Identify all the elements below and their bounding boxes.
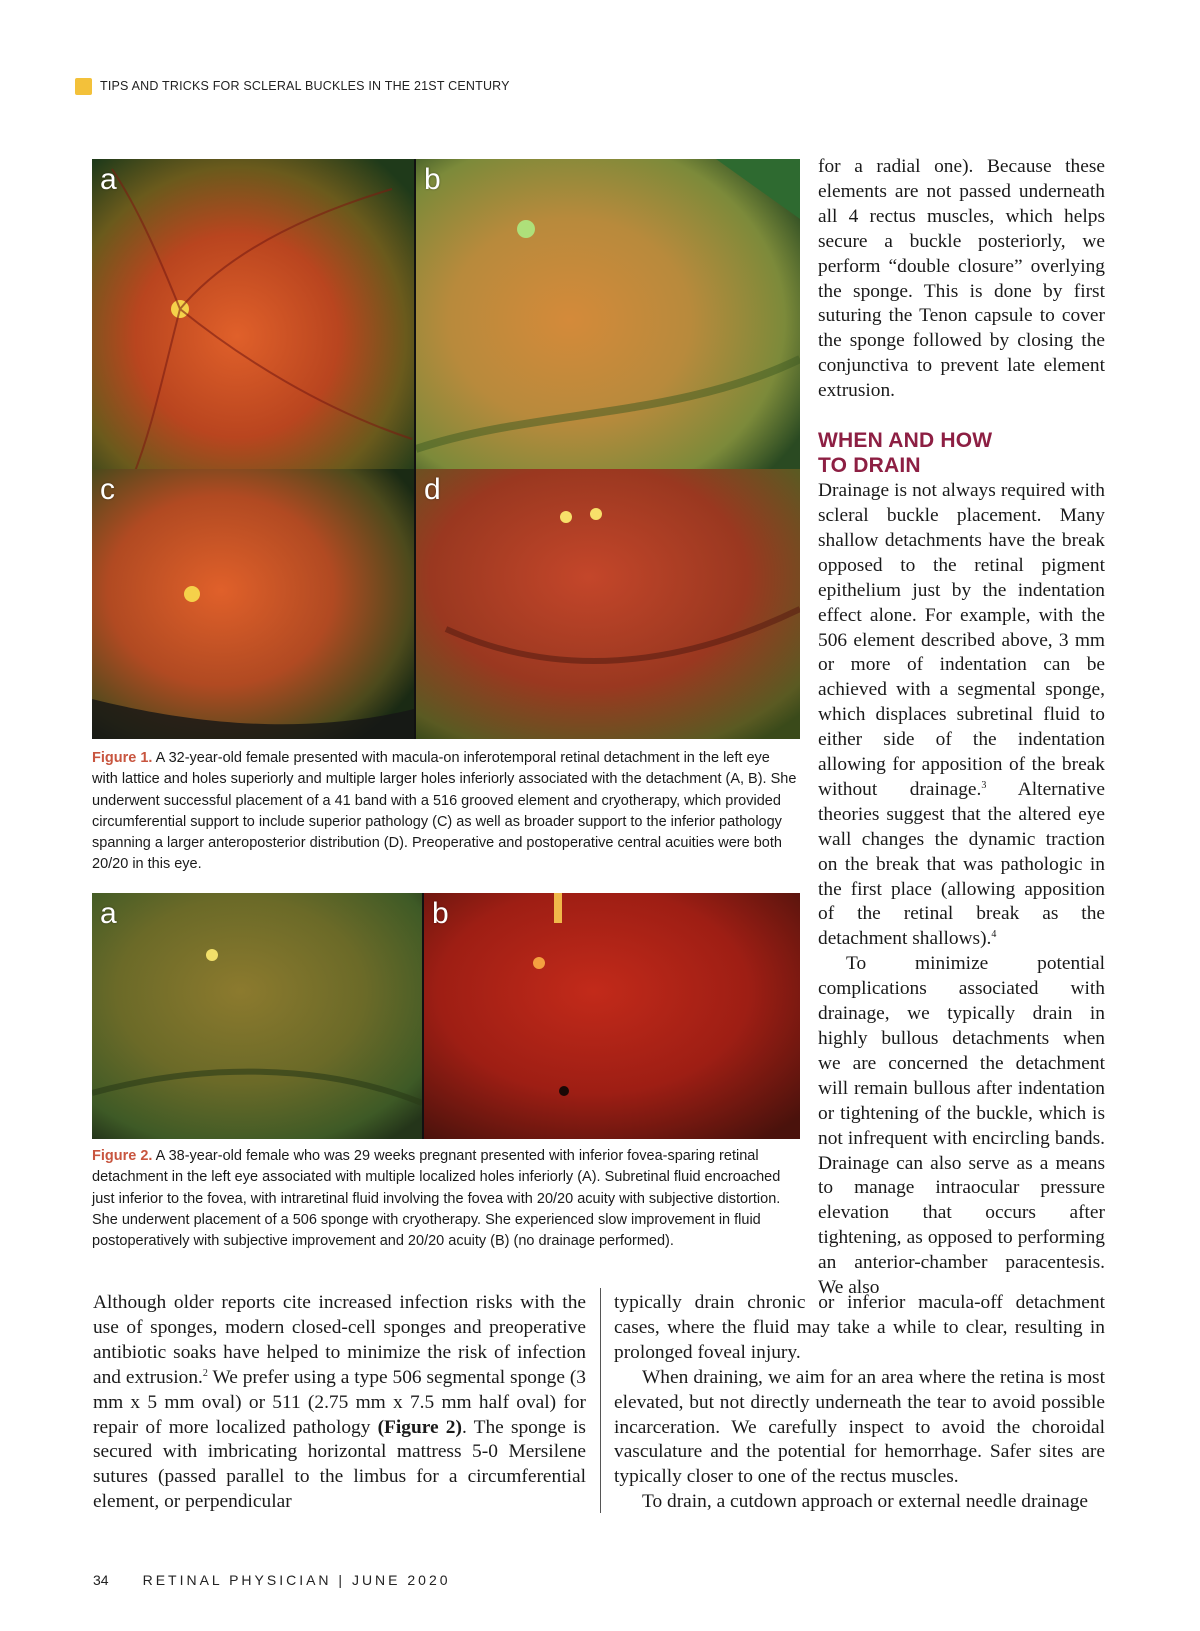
panel-label-c: c [100,473,115,506]
reference-4: 4 [991,929,997,941]
column-divider [600,1288,601,1513]
figure-1 [92,159,800,739]
paragraph-2-text-b: Alternative theories suggest that the altered eye wall changes the dynamic traction on the break that was pathologic in the first place (allowing apposition of the retinal break as the detachment shallows). [818,778,1106,950]
fundus-image-1b [416,159,800,481]
panel-label-a: a [100,163,117,196]
bottom-left-paragraph [93,1291,586,1515]
right-column-paragraph-1: for a radial one). Because these elements are not passed underneath all 4 rectus muscles, which helps secure a buckle posteriorly, we perform “double closure” overlying the sponge. This is done by first suturing the Tenon capsule to cover the sponge followed by closing the conjunctiva to prevent late element extrusion. [818,156,1105,402]
bottom-left-text-a: Although older reports cite increased infection risks with the use of sponges, modern closed-cell sponges and preoperative antibiotic soaks have helped to minimize the risk of infection and extrusion. [93,1292,586,1388]
reference-3: 3 [981,779,987,791]
figure-1-caption-text: A 32-year-old female presented with macula-on inferotemporal retinal detachment in the left eye with lattice and holes superiorly and multiple larger holes inferiorly associated with the detachment (A, B). She underwent successful placement of a 41 band with a 516 grooved element and cryotherapy, which provided circumferential support to include superior pathology (C) as well as broader support to the inferior pathology spanning a larger anteroposterior distribution (D). Preoperative and postoperative central acuities were both 20/20 in this eye. [92,750,797,873]
page-number: 34 [93,1572,109,1588]
panel-label-b: b [432,897,449,930]
panel-label-a: a [100,897,117,930]
bottom-left-column [93,1291,586,1515]
right-column-paragraph-3: To minimize potential complications associated with drainage, we typically drain in highly bullous detachments when we are concerned the detachment will remain bullous after indentation or tightening of the buckle, which is not infrequent with encircling bands. Drainage can also serve as a means to manage intraocular pressure elevation that occurs after tightening, as opposed to performing an anterior-chamber paracentesis. We also [818,953,1105,1299]
figure-1-label: Figure 1. [92,750,153,766]
figure-1-panel-a [92,159,414,481]
bottom-right-paragraph-3: To drain, a cutdown approach or external needle drainage [642,1491,1089,1513]
bottom-right-paragraph-1: typically drain chronic or inferior macula-off detachment cases, where the fluid may take a while to clear, resulting in prolonged foveal injury. [614,1292,1105,1363]
running-title: TIPS AND TRICKS FOR SCLERAL BUCKLES IN THE 21ST CENTURY [100,79,510,93]
right-column [818,155,1105,1301]
publication-name: RETINAL PHYSICIAN | JUNE 2020 [142,1572,451,1588]
bottom-left-text-b: We prefer using a type 506 segmental sponge (3 mm x 5 mm oval) or 511 (2.75 mm x 7.5 mm half oval) for repair of more localized pathology [93,1366,586,1438]
figure-2-label: Figure 2. [92,1148,153,1164]
bottom-right-column [614,1291,1105,1515]
right-column-paragraph-2 [818,479,1105,952]
bottom-left-text-c: . The sponge is secured with imbricating horizontal mattress 5-0 Mersilene sutures (passed parallel to the limbus for a circumferential element, or perpendicular [93,1416,586,1513]
bottom-right-paragraph-2: When draining, we aim for an area where the retina is most elevated, but not directly underneath the tear to avoid possible incarceration. We carefully inspect to avoid the choroidal vasculature and the potential for hemorrhage. Safer sites are typically closer to one of the rectus muscles. [614,1366,1105,1488]
fundus-image-2a [92,893,422,1139]
section-heading-line-2: TO DRAIN [818,454,921,478]
running-header [75,76,510,96]
fundus-image-2b [424,893,800,1139]
section-heading [818,428,1105,478]
fundus-image-1a [92,159,414,481]
fundus-image-1d [416,469,800,739]
figure-2-caption-text: A 38-year-old female who was 29 weeks pregnant presented with inferior fovea-sparing retinal detachment in the left eye associated with multiple localized holes inferiorly (A). Subretinal fluid encroached just inferior to the fovea, with intraretinal fluid involving the fovea with 20/20 acuity with subjective distortion. She underwent placement of a 506 sponge with cryotherapy. She experienced slow improvement in fluid postoperatively with subjective improvement and 20/20 acuity (B) (no drainage performed). [92,1148,781,1250]
panel-label-d: d [424,473,441,506]
reference-2: 2 [202,1367,208,1379]
figure-2-caption [92,1146,802,1252]
fundus-image-1c [92,469,414,739]
section-heading-line-1: WHEN AND HOW [818,429,993,453]
figure-1-caption [92,748,797,876]
figure-1-panel-b [416,159,800,481]
figure-1-panel-d [416,469,800,739]
paragraph-2-text-a: Drainage is not always required with scleral buckle placement. Many shallow detachments have the break opposed to the retinal pigment epithelium just by the indentation effect alone. For example, with the 506 element described above, 3 mm or more of indentation can be achieved with a segmental sponge, which displaces subretinal fluid to either side of the indentation allowing for apposition of the break without drainage. [818,480,1105,800]
section-marker-icon [75,78,92,95]
figure-2-reference: (Figure 2) [377,1416,462,1438]
figure-2-panel-b [424,893,800,1139]
figure-2-panel-a [92,893,422,1139]
panel-label-b: b [424,163,441,196]
figure-2 [92,893,800,1139]
page-footer [93,1572,451,1588]
figure-1-panel-c [92,469,414,739]
